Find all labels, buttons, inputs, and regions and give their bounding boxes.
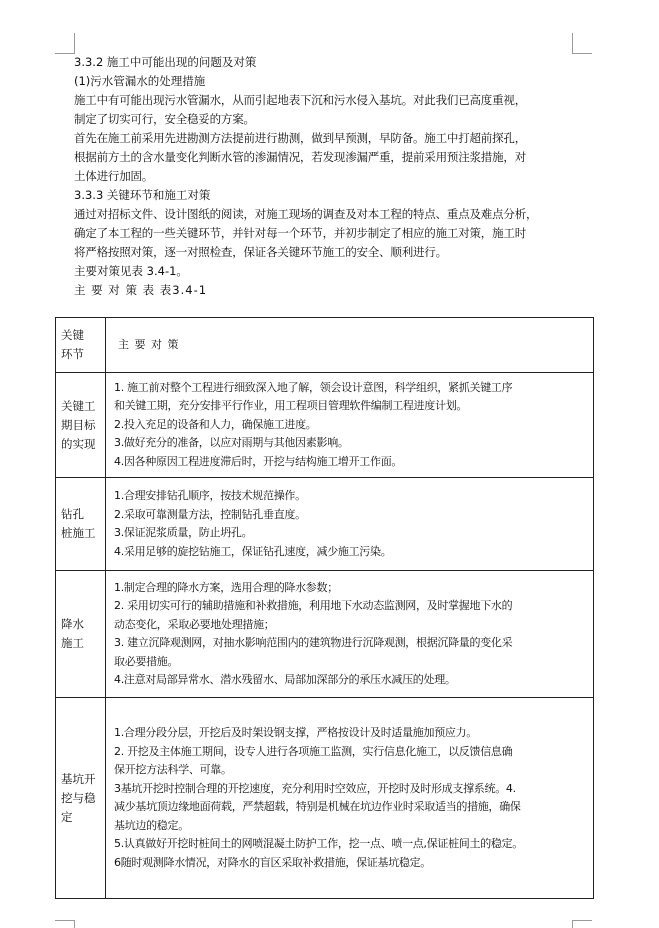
row-key-cell — [56, 478, 106, 570]
crop-mark-bottom-left-v — [74, 920, 75, 928]
cell-line: 4.采用足够的旋挖钻施工，保证钻孔速度，减少施工污染。 — [114, 544, 392, 558]
paragraph-line: 将严格按照对策，逐一对照检查，保证各关键环节施工的安全、顺利进行。 — [74, 245, 447, 259]
cell-line: 关键 — [61, 328, 84, 342]
cell-line: 钻孔 — [61, 507, 84, 521]
crop-mark-bottom-right-h — [572, 920, 592, 921]
cell-line: 和关键工期，充分安排平行作业，用工程项目管理软件编制工程进度计划。 — [114, 399, 468, 413]
cell-line: 关键工 — [61, 398, 96, 413]
measures-table — [55, 317, 594, 899]
cell-line: 基坑边的稳定。 — [114, 818, 189, 832]
cell-line: 期目标 — [61, 417, 96, 432]
paragraph-line: 土体进行加固。 — [74, 169, 154, 183]
paragraph-sewer-leak — [74, 91, 584, 129]
cell-line: 1.合理分段分层，开挖后及时架设钢支撑，严格按设计及时适量施加预应力。 — [114, 726, 477, 739]
row-measures-cell — [106, 571, 593, 697]
cell-line: 1.合理安排钻孔顺序，按技术规范操作。 — [114, 489, 306, 502]
paragraph-line: 根据前方土的含水量变化判断水管的渗漏情况，若发现渗漏严重，提前采用预注浆措施，对 — [74, 150, 526, 164]
cell-line: 6随时观测降水情况，对降水的盲区采取补救措施，保证基坑稳定。 — [114, 855, 431, 869]
table-caption: 主 要 对 策 表 表3.4-1 — [74, 283, 208, 297]
cell-line: 减少基坑顶边缘地面荷载，严禁超载，特别是机械在坑边作业时采取适当的措施，确保 — [114, 800, 521, 813]
crop-mark-top-right-h — [572, 53, 592, 54]
cell-line: 3基坑开挖时控制合理的开挖速度，充分利用时空效应，开挖时及时形成支撑系统。4. — [114, 781, 516, 795]
row-measures-cell — [106, 698, 593, 898]
paragraph-survey — [74, 129, 584, 186]
crop-mark-top-left-v — [74, 33, 75, 54]
cell-line: 3.做好充分的准备，以应对雨期与其他因素影响。 — [114, 436, 349, 450]
cell-line: 4.注意对局部异常水、潜水残留水、局部加深部分的承压水减压的处理。 — [114, 673, 456, 686]
paragraph-line: 施工中有可能出现污水管漏水，从而引起地表下沉和污水侵入基坑。对此我们已高度重视， — [74, 93, 526, 107]
cell-line: 降水 — [61, 617, 84, 631]
section-heading-3-3-3: 3.3.3 关键环节和施工对策 — [74, 188, 211, 202]
section-heading-3-3-2: 3.3.2 施工中可能出现的问题及对策 — [74, 55, 257, 69]
cell-line: 1. 施工前对整个工程进行细致深入地了解，领会设计意图，科学组织，紧抓关键工序 — [114, 380, 513, 394]
crop-mark-bottom-right-v — [572, 920, 573, 928]
crop-mark-top-left-h — [55, 53, 75, 54]
cell-line: 定 — [61, 809, 73, 824]
table-row — [56, 697, 593, 898]
paragraph-line: 制定了切实可行，安全稳妥的方案。 — [74, 112, 255, 126]
cell-line: 取必要措施。 — [114, 654, 179, 668]
cell-line: 3.保证泥浆质量，防止坍孔。 — [114, 526, 253, 539]
cell-line: 2. 采用切实可行的辅助措施和补救措施，利用地下水动态监测网，及时掌握地下水的 — [114, 599, 513, 612]
table-header-row — [56, 318, 593, 372]
header-cell-key-link — [56, 318, 106, 372]
crop-mark-bottom-left-h — [55, 920, 75, 921]
cell-line: 5.认真做好开挖时桩间土的网喷混凝土防护工作，挖一点、喷一点,保证桩间土的稳定。 — [114, 837, 523, 850]
crop-mark-top-right-v — [572, 33, 573, 54]
cell-line: 3. 建立沉降观测网，对抽水影响范围内的建筑物进行沉降观测，根据沉降量的变化采 — [114, 636, 513, 649]
header-cell-measures — [106, 318, 593, 372]
row-measures-cell — [106, 373, 593, 477]
cell-line: 环节 — [61, 347, 84, 361]
paragraph-line: 通过对招标文件、设计图纸的阅读，对施工现场的调查及对本工程的特点、重点及难点分析， — [74, 207, 538, 221]
row-key-cell — [56, 373, 106, 477]
paragraph-line: 确定了本工程的一些关键环节，并针对每一个环节，并初步制定了相应的施工对策，施工时 — [74, 226, 526, 240]
cell-line: 2.采取可靠测量方法，控制钻孔垂直度。 — [114, 507, 306, 521]
subheading-sewer-leak: (1)污水管漏水的处理措施 — [74, 74, 206, 88]
row-key-cell — [56, 698, 106, 898]
cell-line: 1.制定合理的降水方案，选用合理的降水参数； — [114, 580, 338, 594]
cell-line: 的实现 — [61, 436, 96, 451]
cell-line: 2.投入充足的设备和人力，确保施工进度。 — [114, 417, 317, 431]
paragraph-line: 首先在施工前采用先进勘测方法提前进行勘测，做到早预测，早防备。施工中打超前探孔， — [74, 131, 526, 145]
cell-line: 桩施工 — [61, 526, 96, 540]
cell-line: 动态变化，采取必要地处理措施； — [114, 617, 275, 631]
cell-line: 4.因各种原因工程进度滞后时，开挖与结构施工增开工作面。 — [114, 454, 403, 468]
table-row — [56, 570, 593, 697]
table-reference: 主要对策见表 3.4-1。 — [74, 264, 188, 278]
row-measures-cell — [106, 478, 593, 570]
cell-line: 挖与稳 — [61, 790, 96, 805]
cell-line: 基坑开 — [61, 771, 96, 786]
paragraph-key-links — [74, 205, 584, 262]
cell-line: 主 要 对 策 — [118, 337, 180, 351]
table-row — [56, 477, 593, 570]
cell-line: 2. 开挖及主体施工期间，设专人进行各项施工监测，实行信息化施工，以反馈信息确 — [114, 744, 513, 758]
cell-line: 保开挖方法科学、可靠。 — [114, 763, 232, 776]
table-row — [56, 372, 593, 477]
cell-line: 施工 — [61, 636, 84, 650]
row-key-cell — [56, 571, 106, 697]
